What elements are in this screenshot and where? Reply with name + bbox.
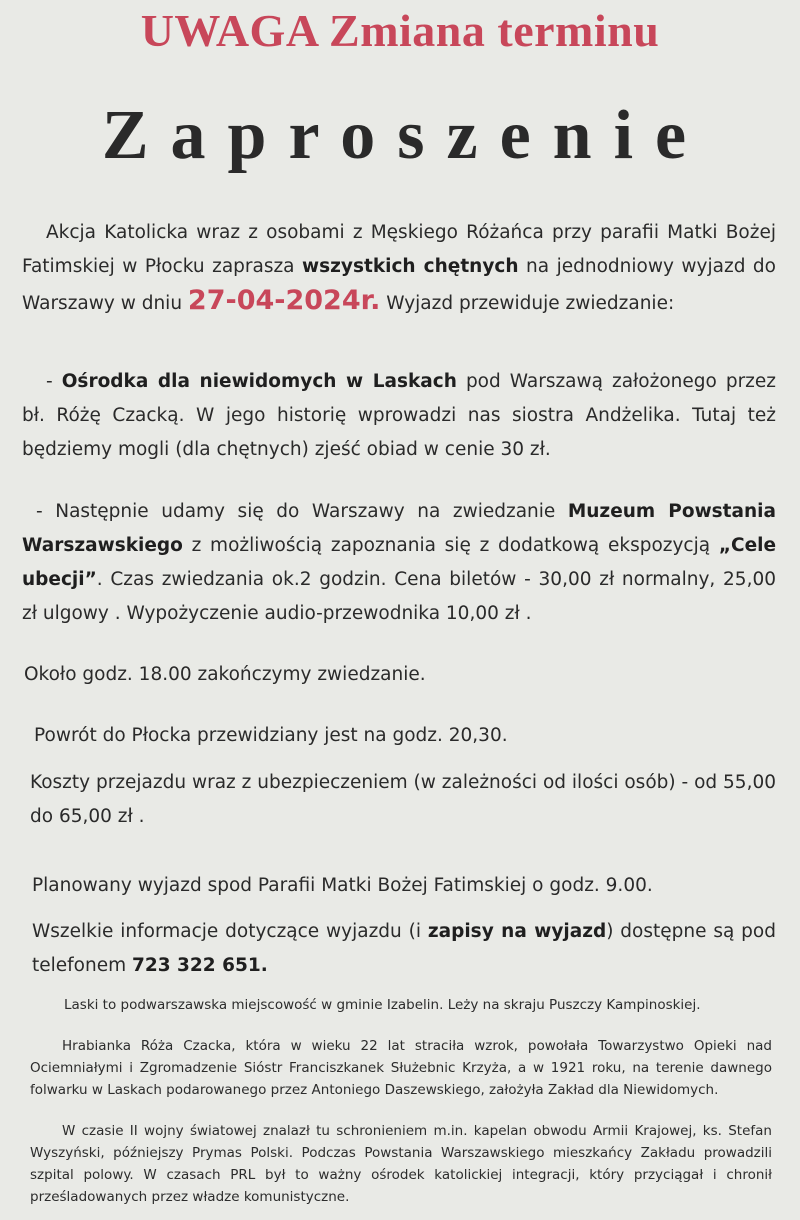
note-czacka: Hrabianka Róża Czacka, która w wieku 22 lat straciła wzrok, powołała Towarzystwo Opieki nad Ociemniałymi i Zgromadzenie Sióstr Franciszkanek Służebnic Krzyża, a w 1921 roku, na terenie dawnego folwarku w Laskach podarowanego przez Antoniego Daszewskiego, założyła Zakład dla Niewidomych. [30, 1038, 772, 1098]
contact-bold: zapisy na wyjazd [427, 921, 607, 942]
contact-paragraph [32, 915, 776, 983]
item-museum-paragraph [22, 495, 776, 631]
contact-text-2: ) dostępne są pod telefonem [32, 921, 776, 976]
intro-text-2: na jednodniowy wyjazd do Warszawy w dniu [22, 256, 776, 314]
costs-paragraph: Koszty przejazdu wraz z ubezpieczeniem (w zależności od ilości osób) - od 55,00 do 65,00 zł . [30, 772, 776, 827]
item-laski-bold: Ośrodka dla niewidomych w Laskach [61, 371, 457, 392]
return-line: Powrót do Płocka przewidziany jest na godz. 20,30. [34, 725, 508, 746]
intro-paragraph [22, 216, 776, 321]
intro-text-3: Wyjazd przewiduje zwiedzanie: [380, 293, 675, 314]
item-laski-paragraph [22, 365, 776, 467]
note-war: W czasie II wojny światowej znalazł tu schronieniem m.in. kapelan obwodu Armii Krajowej, ks. Stefan Wyszyński, późniejszy Prymas Polski. Podczas Powstania Warszawskiego mieszkańcy Zakładu prowadzili szpital polowy. W czasach PRL był to ważny ośrodek katolickiej integracji, który przyciągał i chronił prześladowanych przez władze komunistyczne. [30, 1123, 772, 1205]
exhibition-name: „Cele ubecji” [22, 535, 776, 590]
item-laski-text: pod Warszawą założonego przez bł. Różę Czacką. W jego historię wprowadzi nas siostra Andżelika. Tutaj też będziemy mogli (dla chętnych) zjeść obiad w cenie 30 zł. [22, 371, 776, 460]
museum-name: Muzeum Powstania Warszawskiego [22, 501, 776, 556]
departure-line: Planowany wyjazd spod Parafii Matki Bożej Fatimskiej o godz. 9.00. [32, 875, 653, 896]
contact-text-1: Wszelkie informacje dotyczące wyjazdu (i [32, 921, 428, 942]
intro-text-1: Akcja Katolicka wraz z osobami z Męskiego Różańca przy parafii Matki Bożej Fatimskiej w Płocku zaprasza [22, 222, 776, 277]
trip-date: 27-04-2024r. [187, 285, 381, 316]
invitation-title: Zaproszenie [101, 97, 709, 174]
item-museum-text-1: - Następnie udamy się do Warszawy na zwiedzanie [36, 501, 568, 522]
change-notice-heading: UWAGA Zmiana terminu [140, 5, 660, 56]
item-museum-text-3: . Czas zwiedzania ok.2 godzin. Cena biletów - 30,00 zł normalny, 25,00 zł ulgowy . Wypożyczenie audio-przewodnika 10,00 zł . [22, 569, 776, 624]
intro-bold: wszystkich chętnych [302, 256, 519, 277]
note-laski: Laski to podwarszawska miejscowość w gminie Izabelin. Leży na skraju Puszczy Kampinoskiej. [64, 997, 701, 1013]
item-laski-prefix: - [46, 371, 62, 392]
item-museum-text-2: z możliwością zapoznania się z dodatkową ekspozycją [182, 535, 719, 556]
end-time-line: Około godz. 18.00 zakończymy zwiedzanie. [24, 664, 426, 685]
phone-number: 723 322 651. [132, 955, 268, 976]
